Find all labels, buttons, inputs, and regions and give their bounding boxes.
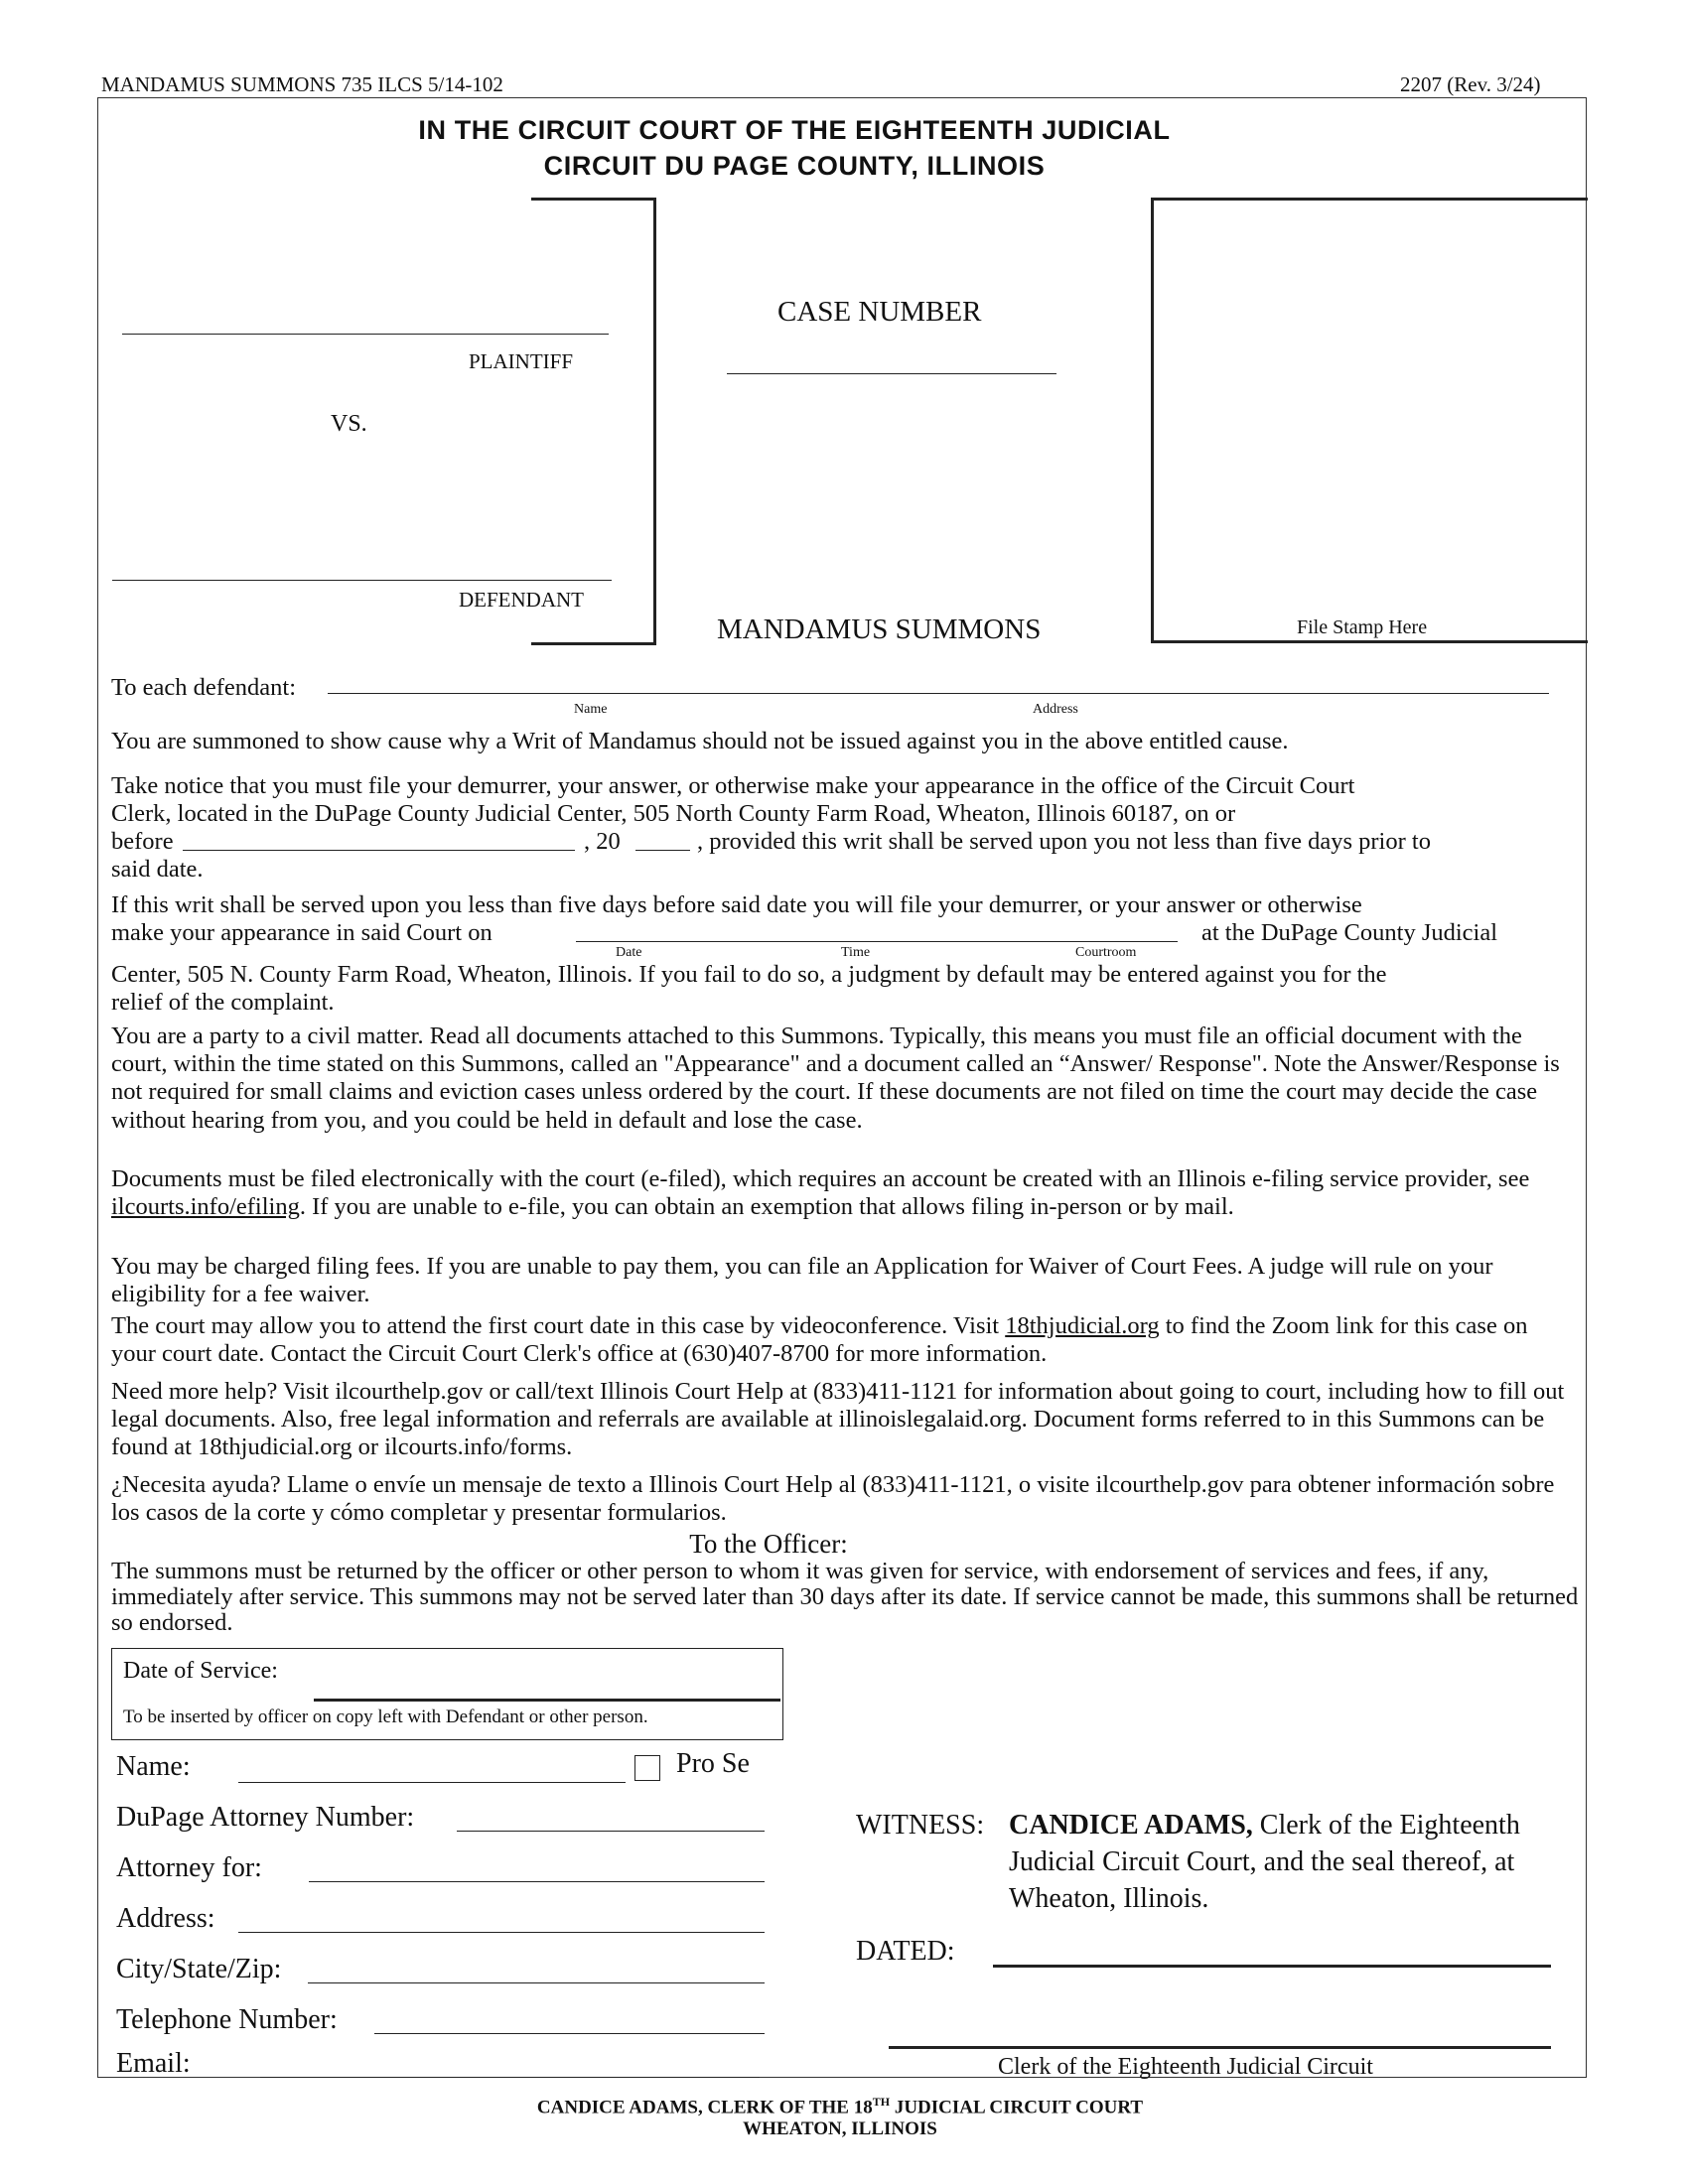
witness-text-line2: Judicial Circuit Court, and the seal thereof, at <box>1009 1846 1515 1877</box>
clerk-signature-caption: Clerk of the Eighteenth Judicial Circuit <box>998 2054 1373 2080</box>
court-heading-line2: CIRCUIT DU PAGE COUNTY, ILLINOIS <box>543 151 1046 181</box>
efiling-text: Documents must be filed electronically with the court (e-filed), which requires an account be created with an Illinois e-filing service provider, see <box>111 1165 1530 1192</box>
footer-superscript: TH <box>872 2095 891 2109</box>
appearance-date-line[interactable] <box>183 850 575 851</box>
efiling-link[interactable]: ilcourts.info/efiling <box>111 1193 300 1221</box>
footer-line2: WHEATON, ILLINOIS <box>743 2118 937 2139</box>
email-line[interactable] <box>260 2077 760 2078</box>
defendant-label: DEFENDANT <box>459 588 584 612</box>
file-stamp-label: File Stamp Here <box>1297 616 1428 638</box>
officer-paragraph: The summons must be returned by the officer or other person to whom it was given for service, with endorsement of services and fees, if any, immediately after service. This summons may not be served later than 30 days after its date. If service cannot be made, this summons shall be returned so endorsed. <box>111 1558 1579 1636</box>
attorney-name-line[interactable] <box>238 1782 626 1783</box>
witness-text1: Clerk of the Eighteenth <box>1252 1810 1520 1841</box>
date-caption: Date <box>616 945 642 960</box>
dated-label: DATED: <box>856 1936 955 1967</box>
spanish-help-paragraph: ¿Necesita ayuda? Llame o envíe un mensaje de texto a Illinois Court Help al (833)411-1121, o visite ilcourthelp.gov para obtener información sobre los casos de la corte y cómo completar y presentar formularios. <box>111 1471 1555 1527</box>
email-label: Email: <box>116 2048 191 2079</box>
attorney-for-line[interactable] <box>309 1881 765 1882</box>
service-line2b: at the DuPage County Judicial <box>1201 919 1498 946</box>
fees-paragraph: You may be charged filing fees. If you are unable to pay them, you can file an Application for Waiver of Court Fees. A judge will rule on your eligibility for a fee waiver. <box>111 1253 1493 1308</box>
to-each-defendant-label: To each defendant: <box>111 674 297 701</box>
footer-court-text: JUDICIAL CIRCUIT COURT <box>890 2097 1144 2118</box>
service-line2a: make your appearance in said Court on <box>111 919 492 946</box>
telephone-label: Telephone Number: <box>116 2004 338 2035</box>
footer-clerk-text: CANDICE ADAMS, CLERK OF THE 18 <box>536 2097 873 2118</box>
civil-matter-paragraph: You are a party to a civil matter. Read all documents attached to this Summons. Typically, this means you must file an official document with the court, within the time stated on this Summons, called an "Appearance" and a document called an “Answer/ Response". Note the Answer/Response is not required for small claims and eviction cases unless ordered by the court. If these documents are not filed on time the court may decide the case without hearing from you, and you could be held in default and lose the case. <box>111 1023 1560 1134</box>
service-date-label: Date of Service: <box>123 1658 278 1684</box>
caption-bracket-top <box>531 198 655 201</box>
notice-line2: Clerk, located in the DuPage County Judicial Center, 505 North County Farm Road, Wheaton, Illinois 60187, on or <box>111 800 1236 827</box>
witness-text-line3: Wheaton, Illinois. <box>1009 1883 1209 1914</box>
notice-rest: , provided this writ shall be served upon you not less than five days prior to <box>697 828 1431 855</box>
officer-heading: To the Officer: <box>689 1529 848 1559</box>
address-line[interactable] <box>238 1932 765 1933</box>
appearance-year-line[interactable] <box>635 850 690 851</box>
notice-line4: said date. <box>111 856 204 883</box>
city-state-zip-line[interactable] <box>308 1982 765 1983</box>
videoconference-text-rest: to find the Zoom link for this case on your court date. Contact the Circuit Court Clerk's office at (630)407-8700 for more information. <box>111 1312 1528 1368</box>
efiling-text-rest: . If you are unable to e-file, you can obtain an exemption that allows filing in-person or by mail. <box>299 1193 1234 1221</box>
caption-bracket-bottom <box>531 642 656 645</box>
dated-line[interactable] <box>993 1965 1551 1968</box>
case-number-label: CASE NUMBER <box>777 296 982 328</box>
case-number-line[interactable] <box>727 373 1056 374</box>
summons-paragraph: You are summoned to show cause why a Writ of Mandamus should not be issued against you in the above entitled cause. <box>111 728 1289 754</box>
plaintiff-line[interactable] <box>122 334 609 335</box>
service-note: To be inserted by officer on copy left with Defendant or other person. <box>123 1706 648 1727</box>
judicial-site-link[interactable]: 18thjudicial.org <box>1005 1312 1160 1339</box>
help-paragraph: Need more help? Visit ilcourthelp.gov or call/text Illinois Court Help at (833)411-1121 for information about going to court, including how to fill out legal documents. Also, free legal information and referrals are available at illinoislegalaid.org. Document forms referred to in this Summons can be found at 18thjudicial.org or ilcourts.info/forms. <box>111 1378 1565 1461</box>
defendant-name-address-line[interactable] <box>328 693 1549 694</box>
witness-label: WITNESS: <box>856 1810 985 1841</box>
attorney-number-line[interactable] <box>457 1831 765 1832</box>
clerk-signature-line[interactable] <box>889 2046 1551 2049</box>
form-title: MANDAMUS SUMMONS 735 ILCS 5/14-102 <box>101 72 503 96</box>
service-line4: relief of the complaint. <box>111 989 335 1016</box>
telephone-line[interactable] <box>374 2033 765 2034</box>
efiling-paragraph <box>111 1165 1571 1221</box>
pro-se-checkbox[interactable] <box>634 1755 660 1781</box>
service-line1: If this writ shall be served upon you less than five days before said date you will file your demurrer, or your answer or otherwise <box>111 891 1362 918</box>
caption-bracket-right <box>653 198 656 645</box>
plaintiff-label: PLAINTIFF <box>469 349 574 373</box>
service-date-line[interactable] <box>314 1699 780 1702</box>
court-date-time-room-line[interactable] <box>576 941 1178 942</box>
notice-before: before <box>111 828 174 855</box>
videoconference-text: The court may allow you to attend the first court date in this case by videoconference. Visit <box>111 1312 1006 1339</box>
pro-se-label: Pro Se <box>676 1748 750 1779</box>
clerk-name: CANDICE ADAMS, <box>1009 1810 1253 1841</box>
address-caption: Address <box>1033 702 1078 717</box>
witness-text-line1 <box>1009 1810 1520 1842</box>
videoconference-paragraph <box>111 1312 1571 1368</box>
notice-line1: Take notice that you must file your demurrer, your answer, or otherwise make your appearance in the office of the Circuit Court <box>111 772 1355 799</box>
vs-label: VS. <box>331 411 367 437</box>
time-caption: Time <box>841 945 871 960</box>
notice-year-prefix: , 20 <box>584 828 621 855</box>
footer-line1 <box>0 2095 1684 2118</box>
attorney-for-label: Attorney for: <box>116 1852 262 1883</box>
file-stamp-box <box>1151 198 1588 643</box>
court-heading-line1: IN THE CIRCUIT COURT OF THE EIGHTEENTH JUDICIAL <box>418 115 1171 145</box>
service-line3: Center, 505 N. County Farm Road, Wheaton, Illinois. If you fail to do so, a judgment by default may be entered against you for the <box>111 961 1387 988</box>
form-number: 2207 (Rev. 3/24) <box>1400 72 1541 96</box>
courtroom-caption: Courtroom <box>1075 945 1137 960</box>
summons-title: MANDAMUS SUMMONS <box>717 614 1042 645</box>
attorney-name-label: Name: <box>116 1751 191 1782</box>
address-label: Address: <box>116 1903 215 1934</box>
city-state-zip-label: City/State/Zip: <box>116 1954 282 1984</box>
name-caption: Name <box>574 702 608 717</box>
attorney-number-label: DuPage Attorney Number: <box>116 1802 415 1833</box>
defendant-line[interactable] <box>112 580 612 581</box>
